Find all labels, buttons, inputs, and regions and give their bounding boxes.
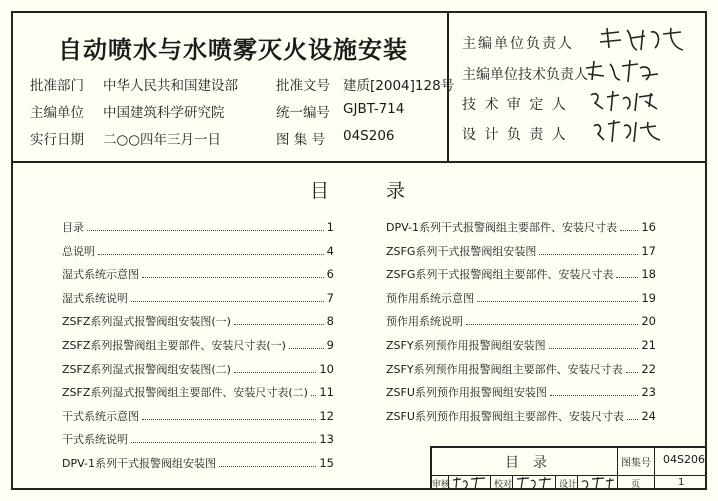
toc-entry-page: 23: [641, 385, 656, 400]
toc-entry[interactable]: [62, 384, 334, 400]
toc-entry-label: ZSFY系列预作用报警阀组主要部件、安装尺寸表: [386, 362, 623, 376]
toc-entry-label: ZSFZ系列湿式报警阀组安装图(二): [62, 362, 231, 376]
header-divider: [11, 161, 707, 163]
unified-no-label: 统一编号: [276, 105, 330, 121]
toc-entry-label: ZSFZ系列湿式报警阀组安装图(一): [62, 315, 231, 329]
toc-leader-dots: [539, 254, 638, 255]
toc-entry-label: 预作用系统示意图: [386, 291, 474, 305]
toc-leader-dots: [627, 419, 638, 420]
toc-entry[interactable]: [386, 266, 656, 282]
toc-entry-page: 6: [326, 267, 334, 282]
toc-entry[interactable]: [62, 361, 334, 377]
toc-leader-dots: [234, 372, 316, 373]
tb-page: 1: [678, 477, 685, 488]
title-block-col-review2: [490, 475, 491, 490]
toc-entry[interactable]: [62, 243, 334, 259]
toc-leader-dots: [626, 372, 639, 373]
document-title: 自动喷水与水喷雾灭火设施安装: [58, 36, 408, 64]
toc-entry[interactable]: [62, 408, 334, 424]
toc-entry-page: 12: [319, 408, 334, 423]
toc-entry[interactable]: [62, 313, 334, 329]
toc-entry-label: ZSFY系列预作用报警阀组安装图: [386, 339, 546, 352]
tb-atlas-no: 04S206: [663, 453, 705, 466]
toc-entry[interactable]: [386, 313, 656, 329]
unified-no: GJBT-714: [343, 101, 405, 117]
toc-leader-dots: [142, 419, 316, 420]
toc-entry-label: 预作用系统说明: [386, 315, 463, 329]
toc-leader-dots: [131, 442, 316, 443]
toc-entry-label: DPV-1系列干式报警阀组安装图: [62, 457, 216, 470]
toc-entry[interactable]: [386, 337, 656, 353]
tech-lead-label: 主编单位技术负责人: [462, 67, 588, 83]
toc-entry-label: ZSFG系列干式报警阀组主要部件、安装尺寸表: [386, 268, 614, 282]
toc-entry-label: ZSFG系列干式报警阀组安装图: [386, 244, 537, 258]
atlas-no: 04S206: [343, 128, 395, 144]
toc-entry[interactable]: [62, 337, 334, 353]
tech-reviewer-label: 技 术 审 定 人: [462, 97, 568, 113]
toc-entry-page: 20: [641, 314, 656, 329]
toc-entry-page: 1: [326, 220, 334, 234]
signature-tech-reviewer: [587, 89, 667, 113]
tb-design-label: 设计: [559, 480, 578, 490]
toc-entry[interactable]: [62, 266, 334, 282]
toc-leader-dots: [234, 324, 324, 325]
toc-entry-page: 9: [326, 338, 334, 352]
toc-leader-dots: [87, 230, 324, 231]
toc-leader-dots: [466, 324, 638, 325]
toc-entry-label: ZSFZ系列报警阀组主要部件、安装尺寸表(一): [62, 339, 286, 352]
toc-entry-page: 13: [319, 432, 334, 447]
title-block-col-no: [654, 446, 655, 490]
toc-entry-page: 24: [641, 408, 656, 423]
toc-entry-label: 目录: [62, 221, 84, 234]
toc-leader-dots: [477, 301, 638, 302]
design-lead-label: 设 计 负 责 人: [462, 127, 568, 143]
toc-entry-page: 18: [641, 267, 656, 282]
toc-leader-dots: [131, 301, 324, 302]
toc-entry-page: 16: [641, 220, 656, 234]
chief-editor-label: 主编单位负责人: [462, 36, 574, 52]
tb-atlas-no-label: 图集号: [621, 458, 651, 469]
toc-title: 目 录: [310, 180, 406, 202]
signature-review: [451, 476, 489, 490]
toc-entry[interactable]: [62, 431, 334, 447]
toc-leader-dots: [549, 348, 639, 349]
toc-entry-page: 4: [326, 243, 334, 258]
toc-entry-label: ZSFZ系列湿式报警阀组主要部件、安装尺寸表(二): [62, 386, 308, 400]
title-block-col-check2: [555, 475, 556, 490]
toc-entry-label: 干式系统示意图: [62, 409, 139, 423]
toc-entry[interactable]: [386, 384, 656, 400]
title-block-col-atlas: [617, 446, 618, 490]
toc-entry-label: ZSFU系列预作用报警阀组安装图: [386, 386, 547, 400]
tb-review-label: 审核: [432, 480, 451, 490]
toc-leader-dots: [550, 395, 638, 396]
signature-chief-editor: [597, 26, 687, 54]
toc-entry-page: 8: [326, 314, 334, 329]
title-block-col-design: [577, 475, 578, 490]
toc-entry-label: 总说明: [62, 244, 95, 258]
toc-entry[interactable]: [386, 408, 656, 424]
toc-entry-label: 湿式系统说明: [62, 291, 128, 305]
toc-entry-page: 10: [319, 361, 334, 376]
approval-dept: 中华人民共和国建设部: [103, 78, 238, 94]
tb-check-label: 校对: [494, 480, 513, 490]
toc-entry[interactable]: [386, 219, 656, 235]
toc-entry-page: 15: [319, 456, 334, 470]
effective-date-label: 实行日期: [30, 132, 84, 148]
approval-dept-label: 批准部门: [30, 78, 84, 94]
title-block-top: [430, 446, 707, 448]
toc-entry[interactable]: [62, 219, 334, 235]
signature-tech-lead: [582, 58, 662, 84]
signature-check: [515, 476, 553, 490]
toc-leader-dots: [142, 277, 324, 278]
toc-entry-page: 21: [641, 338, 656, 352]
editor-unit: 中国建筑科学研究院: [103, 105, 225, 121]
toc-entry-label: ZSFU系列预作用报警阀组主要部件、安装尺寸表: [386, 409, 624, 423]
toc-entry[interactable]: [62, 290, 334, 306]
toc-entry[interactable]: [62, 455, 334, 471]
toc-leader-dots: [311, 395, 316, 396]
toc-entry[interactable]: [386, 290, 656, 306]
atlas-no-label: 图 集 号: [276, 132, 326, 148]
toc-entry-page: 11: [319, 385, 334, 400]
toc-leader-dots: [98, 254, 324, 255]
toc-entry-page: 22: [641, 361, 656, 376]
tb-page-label: 页: [631, 480, 641, 490]
effective-date: 二○○四年三月一日: [103, 132, 222, 148]
toc-leader-dots: [289, 348, 324, 349]
toc-entry-label: 湿式系统示意图: [62, 268, 139, 282]
signature-design-lead: [590, 118, 666, 144]
toc-leader-dots: [616, 277, 638, 278]
editor-unit-label: 主编单位: [30, 105, 84, 121]
approval-doc: 建质[2004]128号: [343, 78, 455, 94]
toc-entry-page: 7: [326, 290, 334, 305]
title-block-col-check: [512, 475, 513, 490]
toc-entry[interactable]: [386, 361, 656, 377]
toc-entry-page: 19: [641, 290, 656, 305]
toc-leader-dots: [620, 230, 638, 231]
approval-doc-label: 批准文号: [276, 78, 330, 94]
signature-design: [580, 476, 616, 490]
toc-entry-label: 干式系统说明: [62, 433, 128, 447]
toc-entry-page: 17: [641, 243, 656, 258]
toc-leader-dots: [219, 466, 316, 467]
sheet-title: 目 录: [505, 455, 547, 471]
toc-entry-label: DPV-1系列干式报警阀组主要部件、安装尺寸表: [386, 221, 617, 234]
toc-entry[interactable]: [386, 243, 656, 259]
